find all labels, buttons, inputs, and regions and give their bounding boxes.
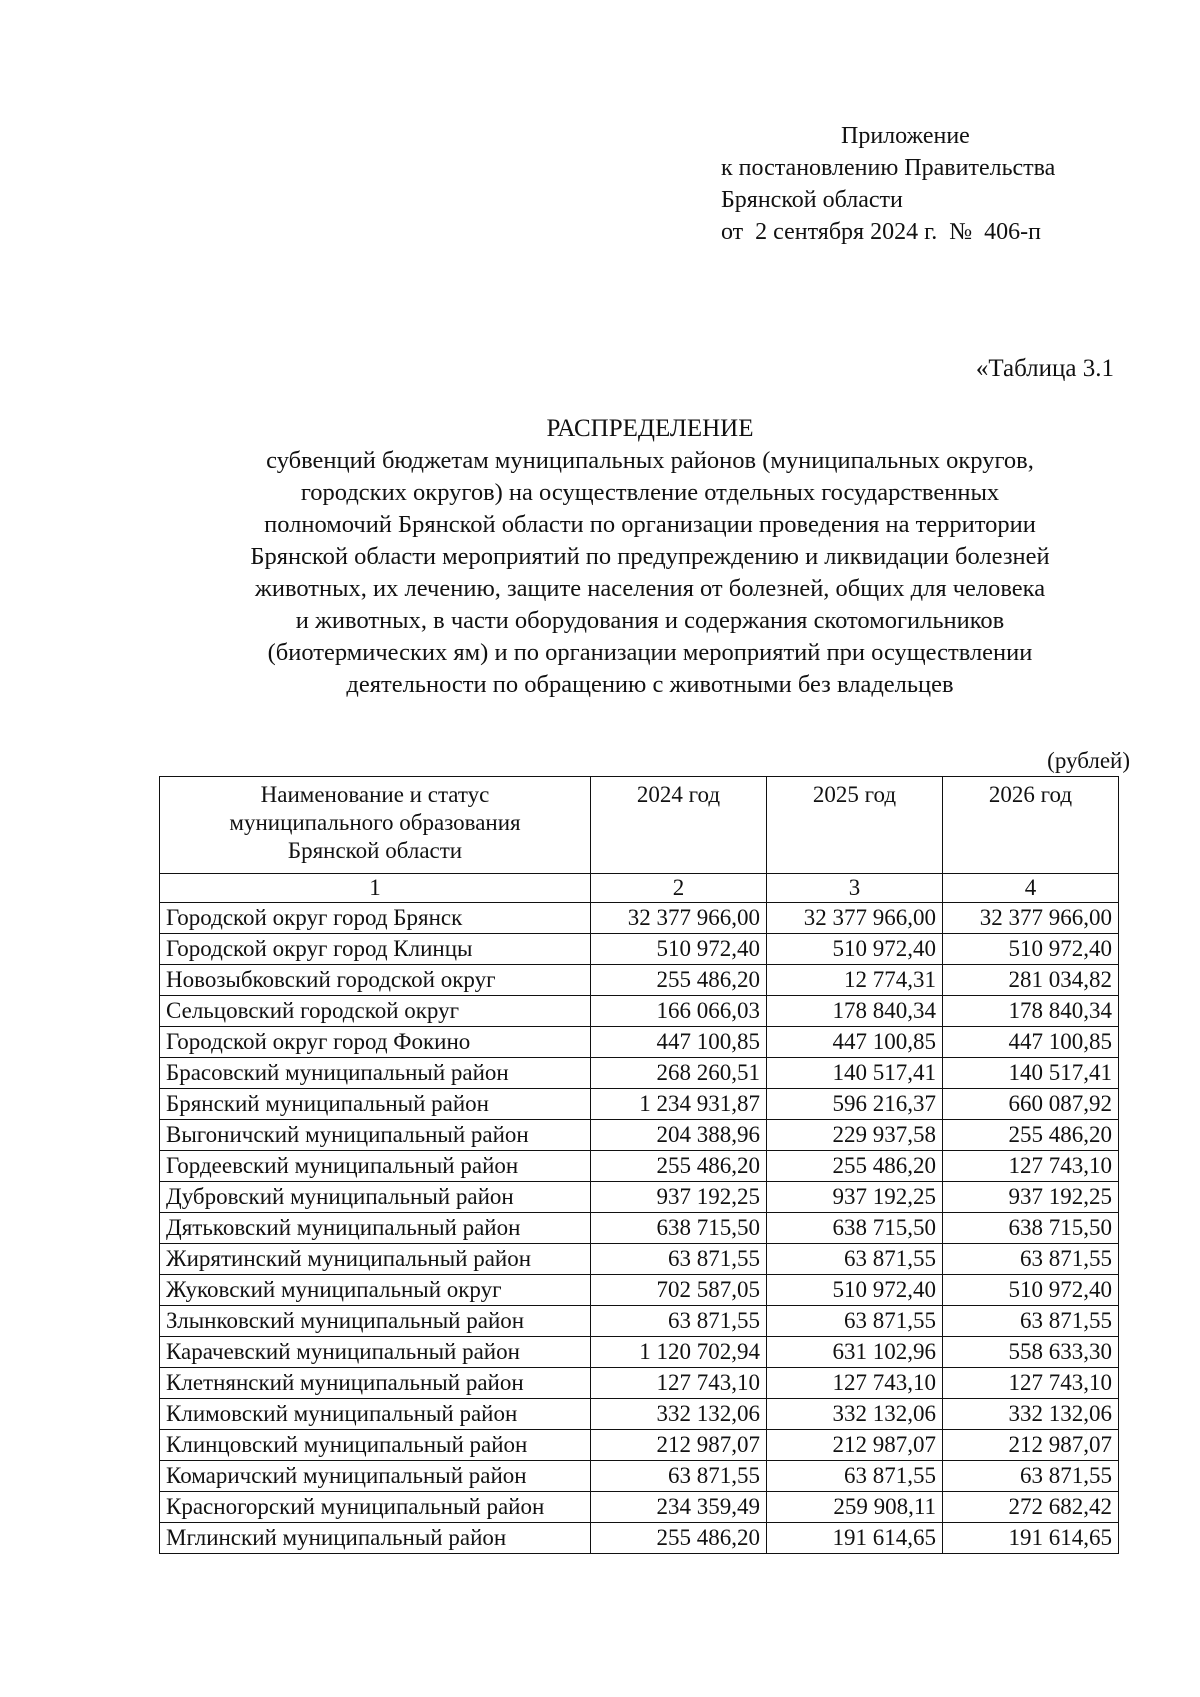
table-row <box>160 1089 1119 1120</box>
value-2026: 937 192,25 <box>943 1182 1119 1213</box>
value-2025: 63 871,55 <box>767 1461 943 1492</box>
distribution-table <box>159 776 1119 1554</box>
value-2024: 332 132,06 <box>591 1399 767 1430</box>
value-2024: 1 120 702,94 <box>591 1337 767 1368</box>
value-2026: 63 871,55 <box>943 1306 1119 1337</box>
value-2025: 631 102,96 <box>767 1337 943 1368</box>
value-2026: 510 972,40 <box>943 934 1119 965</box>
value-2025: 212 987,07 <box>767 1430 943 1461</box>
header-name-line: Наименование и статус <box>260 782 490 807</box>
value-2024: 166 066,03 <box>591 996 767 1027</box>
value-2026: 127 743,10 <box>943 1368 1119 1399</box>
value-2026: 63 871,55 <box>943 1461 1119 1492</box>
document-heading <box>150 412 1150 701</box>
row-name: Комаричский муниципальный район <box>160 1461 591 1492</box>
table-row <box>160 1151 1119 1182</box>
value-2025: 510 972,40 <box>767 934 943 965</box>
subtitle-line: Брянской области мероприятий по предупреждению и ликвидации болезней <box>250 543 1050 570</box>
row-name: Дятьковский муниципальный район <box>160 1213 591 1244</box>
value-2024: 937 192,25 <box>591 1182 767 1213</box>
column-number: 2 <box>591 874 767 903</box>
row-name: Брасовский муниципальный район <box>160 1058 591 1089</box>
value-2025: 332 132,06 <box>767 1399 943 1430</box>
value-2024: 447 100,85 <box>591 1027 767 1058</box>
subtitle-line: полномочий Брянской области по организации проведения на территории <box>264 511 1036 538</box>
value-2024: 702 587,05 <box>591 1275 767 1306</box>
value-2025: 596 216,37 <box>767 1089 943 1120</box>
value-2026: 558 633,30 <box>943 1337 1119 1368</box>
value-2024: 268 260,51 <box>591 1058 767 1089</box>
value-2025: 12 774,31 <box>767 965 943 996</box>
header-2026: 2026 год <box>943 777 1119 874</box>
value-2026: 127 743,10 <box>943 1151 1119 1182</box>
row-name: Городской округ город Брянск <box>160 903 591 934</box>
row-name: Мглинский муниципальный район <box>160 1523 591 1554</box>
subtitle-line: деятельности по обращению с животными без владельцев <box>346 671 954 698</box>
value-2024: 63 871,55 <box>591 1461 767 1492</box>
table-row <box>160 1368 1119 1399</box>
value-2024: 212 987,07 <box>591 1430 767 1461</box>
column-number: 3 <box>767 874 943 903</box>
header-name <box>160 777 591 874</box>
value-2025: 63 871,55 <box>767 1306 943 1337</box>
row-name: Дубровский муниципальный район <box>160 1182 591 1213</box>
row-name: Красногорский муниципальный район <box>160 1492 591 1523</box>
row-name: Карачевский муниципальный район <box>160 1337 591 1368</box>
row-name: Сельцовский городской округ <box>160 996 591 1027</box>
value-2025: 447 100,85 <box>767 1027 943 1058</box>
table-row <box>160 1244 1119 1275</box>
table-row <box>160 1523 1119 1554</box>
value-2026: 510 972,40 <box>943 1275 1119 1306</box>
value-2026: 638 715,50 <box>943 1213 1119 1244</box>
value-2024: 63 871,55 <box>591 1306 767 1337</box>
row-name: Брянский муниципальный район <box>160 1089 591 1120</box>
table-row <box>160 903 1119 934</box>
value-2024: 638 715,50 <box>591 1213 767 1244</box>
value-2024: 255 486,20 <box>591 1523 767 1554</box>
table-row <box>160 1399 1119 1430</box>
header-name-line: Брянской области <box>287 838 463 863</box>
value-2025: 255 486,20 <box>767 1151 943 1182</box>
table-row <box>160 934 1119 965</box>
row-name: Городской округ город Клинцы <box>160 934 591 965</box>
table-row <box>160 1213 1119 1244</box>
value-2024: 1 234 931,87 <box>591 1089 767 1120</box>
row-name: Злынковский муниципальный район <box>160 1306 591 1337</box>
value-2026: 272 682,42 <box>943 1492 1119 1523</box>
value-2025: 32 377 966,00 <box>767 903 943 934</box>
table-row <box>160 1182 1119 1213</box>
value-2026: 32 377 966,00 <box>943 903 1119 934</box>
value-2024: 63 871,55 <box>591 1244 767 1275</box>
annex-line: к постановлению Правительства <box>721 155 1056 181</box>
table-body <box>160 903 1119 1554</box>
subtitle-line: (биотермических ям) и по организации мероприятий при осуществлении <box>267 639 1033 666</box>
row-name: Новозыбковский городской округ <box>160 965 591 996</box>
value-2025: 510 972,40 <box>767 1275 943 1306</box>
row-name: Городской округ город Фокино <box>160 1027 591 1058</box>
units-label: (рублей) <box>1047 748 1130 773</box>
row-name: Гордеевский муниципальный район <box>160 1151 591 1182</box>
table-row <box>160 965 1119 996</box>
table-row <box>160 1027 1119 1058</box>
row-name: Климовский муниципальный район <box>160 1399 591 1430</box>
table-header-row <box>160 777 1119 874</box>
header-2025: 2025 год <box>767 777 943 874</box>
annex-line: Брянской области <box>721 187 903 213</box>
value-2026: 281 034,82 <box>943 965 1119 996</box>
value-2024: 255 486,20 <box>591 1151 767 1182</box>
annex-line: от 2 сентября 2024 г. № 406-п <box>721 219 1041 245</box>
table-row <box>160 996 1119 1027</box>
value-2024: 510 972,40 <box>591 934 767 965</box>
column-number: 1 <box>160 874 591 903</box>
value-2025: 259 908,11 <box>767 1492 943 1523</box>
table-row <box>160 1461 1119 1492</box>
value-2026: 660 087,92 <box>943 1089 1119 1120</box>
value-2025: 140 517,41 <box>767 1058 943 1089</box>
value-2026: 447 100,85 <box>943 1027 1119 1058</box>
value-2024: 255 486,20 <box>591 965 767 996</box>
subtitle-line: и животных, в части оборудования и содержания скотомогильников <box>295 607 1005 634</box>
value-2025: 191 614,65 <box>767 1523 943 1554</box>
subtitle-line: животных, их лечению, защите населения от болезней, общих для человека <box>254 575 1046 602</box>
row-name: Клинцовский муниципальный район <box>160 1430 591 1461</box>
table-row <box>160 1430 1119 1461</box>
value-2024: 127 743,10 <box>591 1368 767 1399</box>
value-2024: 234 359,49 <box>591 1492 767 1523</box>
header-2024: 2024 год <box>591 777 767 874</box>
table-row <box>160 1306 1119 1337</box>
document-title: РАСПРЕДЕЛЕНИЕ <box>546 415 754 442</box>
value-2025: 229 937,58 <box>767 1120 943 1151</box>
value-2025: 937 192,25 <box>767 1182 943 1213</box>
row-name: Жуковский муниципальный округ <box>160 1275 591 1306</box>
value-2025: 63 871,55 <box>767 1244 943 1275</box>
value-2024: 204 388,96 <box>591 1120 767 1151</box>
table-row <box>160 1337 1119 1368</box>
value-2025: 638 715,50 <box>767 1213 943 1244</box>
value-2026: 63 871,55 <box>943 1244 1119 1275</box>
subtitle-line: субвенций бюджетам муниципальных районов (муниципальных округов, <box>266 447 1034 474</box>
header-name-line: муниципального образования <box>229 810 521 835</box>
column-number: 4 <box>943 874 1119 903</box>
value-2024: 32 377 966,00 <box>591 903 767 934</box>
value-2026: 178 840,34 <box>943 996 1119 1027</box>
row-name: Клетнянский муниципальный район <box>160 1368 591 1399</box>
value-2025: 127 743,10 <box>767 1368 943 1399</box>
value-2026: 140 517,41 <box>943 1058 1119 1089</box>
value-2026: 332 132,06 <box>943 1399 1119 1430</box>
annex-block <box>721 120 1055 248</box>
value-2026: 255 486,20 <box>943 1120 1119 1151</box>
value-2026: 212 987,07 <box>943 1430 1119 1461</box>
row-name: Жирятинский муниципальный район <box>160 1244 591 1275</box>
row-name: Выгоничский муниципальный район <box>160 1120 591 1151</box>
value-2026: 191 614,65 <box>943 1523 1119 1554</box>
subtitle-line: городских округов) на осуществление отдельных государственных <box>300 479 1000 506</box>
table-row <box>160 1275 1119 1306</box>
table-row <box>160 1058 1119 1089</box>
column-number-row <box>160 874 1119 903</box>
table-row <box>160 1492 1119 1523</box>
table-reference: «Таблица 3.1 <box>975 355 1114 382</box>
table-row <box>160 1120 1119 1151</box>
annex-line: Приложение <box>841 123 970 149</box>
value-2025: 178 840,34 <box>767 996 943 1027</box>
